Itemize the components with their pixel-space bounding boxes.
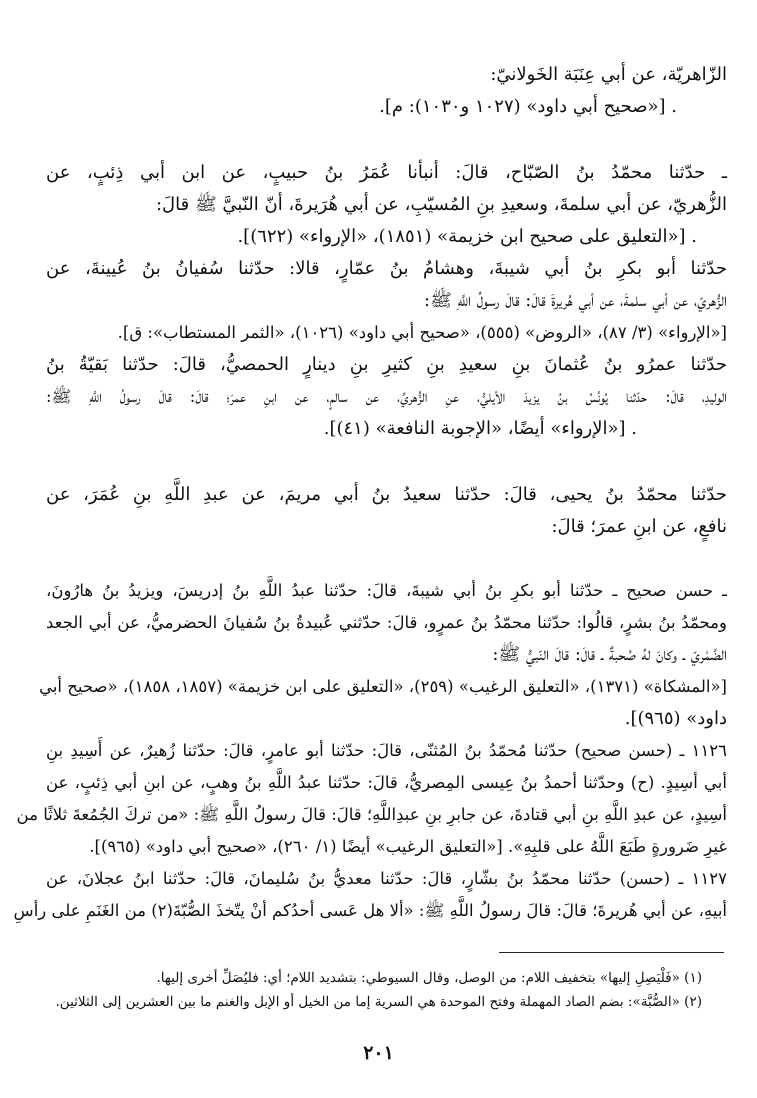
text-line: أبيهِ، عن أبي هُريرةَ؛ قالَ: قالَ رسولُ اللَّهِ ﷺ: «ألا هل عَسى أحدُكم أنْ يتّخذَ الصُّبّةَ(٢) من الغَنَمِ على رأسِ bbox=[13, 901, 727, 920]
text-line: أسِيدٍ، عن عبدِ اللَّهِ بنِ أبي قتادةَ، عن جابرِ بنِ عبدِاللَّهِ؛ قالَ: قالَ رسولُ اللَّهِ ﷺ: «من تركَ الجُمُعةَ ثلاثًا من bbox=[16, 805, 727, 824]
text-line: غيرِ ضَرورةٍ طَبَعَ اللَّهُ على قلبِهِ». [«التعليق الرغيب» أيضًا (١/ ٢٦٠)، «صحيح أبي داود» (٩٦٥)]. bbox=[89, 837, 727, 856]
text-line: ـ حسن صحيح ـ حدّثنا أبو بكرِ بنُ أبي شيبةَ، قالَ: حدّثنا عبدُ اللَّهِ بنُ إدريسَ، ويزيدُ بنُ هارُونَ، bbox=[46, 581, 727, 600]
text-line: داود» (٩٦٥)]. bbox=[624, 708, 727, 729]
text-line: الضَّمْريّ ـ وكانَ لهُ صُحبةٌ ـ قالَ: قالَ النّبيُّ ﷺ: bbox=[492, 644, 727, 665]
text-line: حدّثنا محمّدُ بنُ يحيى، قالَ: حدّثنا سعيدُ بنُ أبي مريمَ، عن عبدِ اللَّهِ بنِ عُمَرَ، عن bbox=[46, 484, 727, 505]
text-line: . [«صحيح أبي داود» (١٠٢٧ و١٠٣٠): م]. bbox=[379, 96, 677, 117]
text-line: . [«التعليق على صحيح ابن خزيمة» (١٨٥١)، «الإرواء» (٦٢٢)]. bbox=[237, 226, 697, 247]
footnote: (٢) «الصُّبَّة»: بضم الصاد المهملة وفتح الموحدة هي السرية إما من الخيل أو الإبل والغنم ما بين العشرين إلى الثلاثين. bbox=[55, 994, 702, 1010]
text-line: أبي أسِيدٍ. (ح) وحدّثنا أحمدُ بنُ عِيسى المِصريُّ، قالَ: حدّثنا عبدُ اللَّهِ بنُ وهبٍ، عن ابنِ أبي ذِئبٍ، عن bbox=[46, 773, 727, 792]
text-line: الزّاهريّة، عن أبي عِنَبَة الخَولانيّ: bbox=[490, 64, 727, 85]
footnote: (١) «فَلْيَصِلِ إليها» بتخفيف اللام: من الوصل، وقال السيوطي: بتشديد اللام؛ أي: فليُصَلِّ أخرى إليها. bbox=[156, 970, 702, 986]
text-line: حدّثنا أبو بكرِ بنُ أبي شيبةَ، وهشامُ بنُ عمّارٍ، قالا: حدّثنا سُفيانُ بنُ عُيينةَ، عن bbox=[46, 258, 727, 279]
text-line: حدّثنا عمرُو بنُ عُثمانَ بنِ سعيدِ بنِ كثيرِ بنِ دينارٍ الحمصيُّ، قالَ: حدّثنا بَقيّةُ بنُ bbox=[46, 354, 727, 375]
text-line: ١١٢٦ ـ (حسن صحيح) حدّثنا مُحمّدُ بنُ المُثنّى، قالَ: حدّثنا أبو عامرٍ، قالَ: حدّثنا زُهيرٌ، عن أَسِيدِ بنِ bbox=[46, 741, 727, 760]
text-line: ـ حدّثنا محمّدُ بنُ الصّبّاح، قالَ: أنبأنا عُمَرُ بنُ حبيبٍ، عن ابن أبي ذِئبٍ، عن bbox=[46, 162, 727, 183]
text-line: الزُّهريّ، عن أبي سلمةَ، وسعيدِ بنِ المُسيّبِ، عن أبي هُرَيرةَ، أنّ النّبيَّ ﷺ قالَ: bbox=[155, 194, 727, 215]
text-line: ومحمّدُ بنُ بشرٍ، قالُوا: حدّثنا محمّدُ بنُ عمرٍو، قالَ: حدّثني عُبيدةُ بنُ سُفيانَ الحضرميُّ، عن أبي الجعد bbox=[46, 613, 727, 632]
text-line: نافعٍ، عن ابنِ عمرَ؛ قالَ: bbox=[551, 516, 727, 537]
text-line: [«الإرواء» (٣/ ٨٧)، «الروض» (٥٥٥)، «صحيح أبي داود» (١٠٢٦)، «الثمر المستطاب»: ق]. bbox=[117, 323, 727, 342]
text-line: [«المشكاة» (١٣٧١)، «التعليق الرغيب» (٢٥٩)، «التعليق على ابن خزيمة» (١٨٥٧، ١٨٥٨)، «صحيح أبي bbox=[39, 677, 727, 696]
text-line: الزُّهريّ، عن أبي سلمةَ، عن أبي هُريرةَ قالَ: قالَ رسولُ اللَّهِ ﷺ: bbox=[424, 290, 727, 311]
page-number: ٢٠١ bbox=[363, 1042, 394, 1064]
text-line: . [«الإرواء» أيضًا، «الإجوبة النافعة» (٤١)]. bbox=[323, 418, 637, 439]
footnote-separator bbox=[499, 952, 724, 953]
text-line: الوليدِ، قالَ: حدّثنا يُونُسُ بنُ يزيدَ الأيليُّ، عنِ الزُّهريِّ، عن سالمٍ، عن ابنِ عمرَ؛ قالَ: قالَ رسولُ اللَّهِ ﷺ: bbox=[46, 387, 727, 406]
text-line: ١١٢٧ ـ (حسن) حدّثنا محمّدُ بنُ بشّارٍ، قالَ: حدّثنا معديُّ بنُ سُليمانَ، قالَ: حدّثنا ابنُ عجلانَ، عن bbox=[46, 869, 727, 888]
